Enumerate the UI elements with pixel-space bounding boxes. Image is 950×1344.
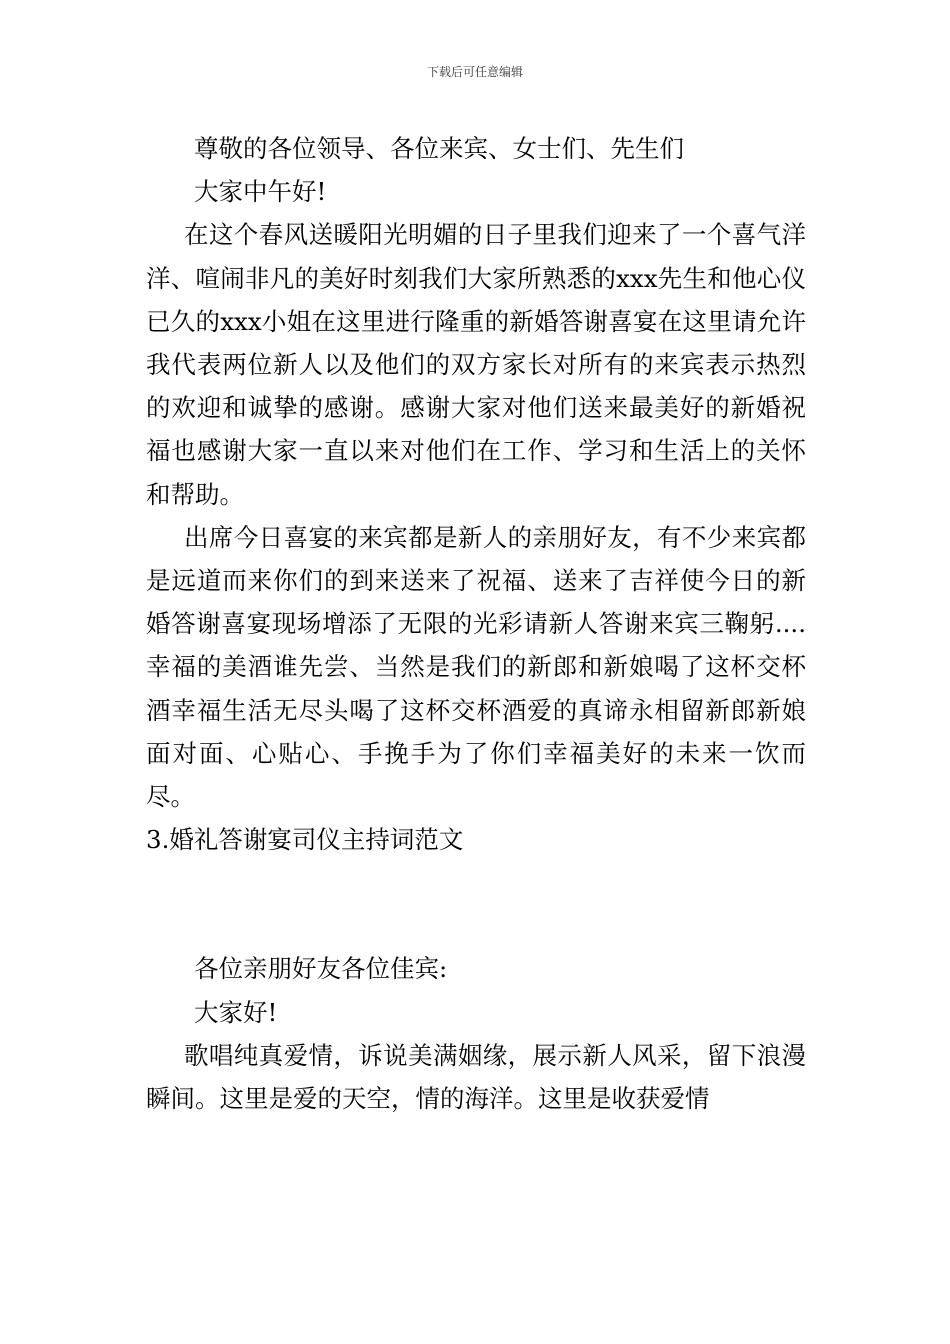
salutation-2: 各位亲朋好友各位佳宾: <box>194 954 448 984</box>
greeting-1: 大家中午好! <box>194 177 327 207</box>
greeting-2: 大家好! <box>194 997 278 1027</box>
page-header-note: 下载后可任意编辑 <box>426 65 523 79</box>
salutation-1: 尊敬的各位领导、各位来宾、女士们、先生们 <box>194 134 684 163</box>
paragraph-1: 在这个春风送暖阳光明媚的日子里我们迎来了一个喜气洋洋、喧闹非凡的美好时刻我们大家所熟悉的xxx先生和他心仪已久的xxx小姐在这里进行隆重的新婚答谢喜宴在这里请允许我代表两位新人以及他们的双方家长对所有的来宾表示热烈的欢迎和诚挚的感谢。感谢大家对他们送来最美好的新婚祝福也感谢大家一直以来对他们在工作、学习和生活上的关怀和帮助。 <box>146 220 806 509</box>
document-body <box>146 127 806 1120</box>
section-spacer <box>146 861 806 947</box>
paragraph-3: 歌唱纯真爱情，诉说美满姻缘，展示新人风采，留下浪漫瞬间。这里是爱的天空，情的海洋。这里是收获爱情 <box>146 1040 806 1114</box>
section-heading: 3.婚礼答谢宴司仪主持词范文 <box>146 825 464 855</box>
paragraph-2: 出席今日喜宴的来宾都是新人的亲朋好友，有不少来宾都是远道而来你们的到来送来了祝福、送来了吉祥使今日的新婚答谢喜宴现场增添了无限的光彩请新人答谢来宾三鞠躬....幸福的美酒谁先尝、当然是我们的新郎和新娘喝了这杯交杯酒幸福生活无尽头喝了这杯交杯酒爱的真谛永相留新郎新娘面对面、心贴心、手挽手为了你们幸福美好的未来一饮而尽。 <box>146 522 806 812</box>
